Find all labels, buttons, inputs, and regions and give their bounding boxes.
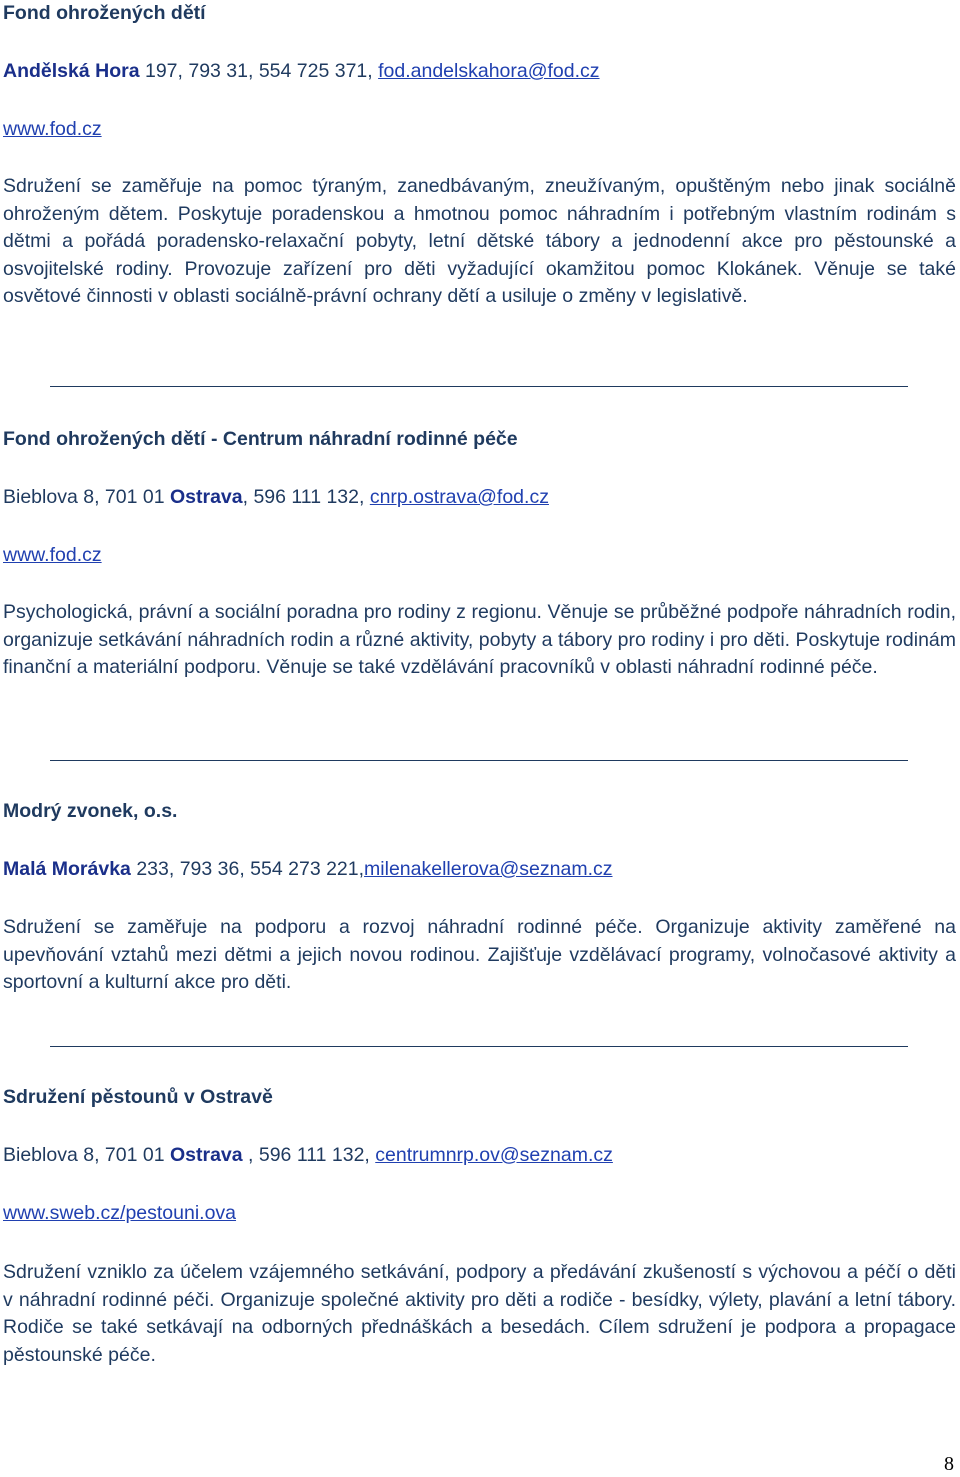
section-4-description: Sdružení vzniklo za účelem vzájemného setkávání, podpory a předávání zkušeností s výchovou a péčí o děti v náhradní rodinné péči. Organizuje společné aktivity pro děti a rodiče - besídky, výlety, plavání a letní tábory. Rodiče se také setkávají na odborných přednáškách a besedách. Cílem sdružení je podpora a propagace pěstounské péče. <box>3 1261 956 1366</box>
section-2-web-link[interactable]: www.fod.cz <box>3 544 102 566</box>
section-3-contact <box>3 858 613 881</box>
section-4-web-link[interactable]: www.sweb.cz/pestouni.ova <box>3 1202 237 1224</box>
page-number: 8 <box>944 1453 954 1475</box>
divider-3 <box>50 1046 908 1047</box>
section-2-email-link[interactable]: cnrp.ostrava@fod.cz <box>369 486 549 508</box>
section-2-title: Fond ohrožených dětí - Centrum náhradní rodinné péče <box>3 428 518 450</box>
section-4-contact <box>3 1144 613 1167</box>
section-2-street: Bieblova 8, 701 01 <box>3 486 170 508</box>
divider-2 <box>50 760 908 761</box>
section-1-city: Andělská Hora <box>3 60 140 82</box>
section-1-description: Sdružení se zaměřuje na pomoc týraným, zanedbávaným, zneužívaným, opuštěným nebo jinak sociálně ohroženým dětem. Poskytuje poradenskou a hmotnou pomoc náhradním i potřebným vlastním rodinám s dětmi a pořádá poradensko-relaxační pobyty, letní dětské tábory a jednodenní akce pro pěstounské a osvojitelské rodiny. Provozuje zařízení pro děti vyžadující okamžitou pomoc Klokánek. Věnuje se také osvětové činnosti v oblasti sociálně-právní ochrany dětí a usiluje o změny v legislativě. <box>3 175 956 308</box>
section-3-email-link[interactable]: milenakellerova@seznam.cz <box>364 858 613 880</box>
section-3-description: Sdružení se zaměřuje na podporu a rozvoj náhradní rodinné péče. Organizuje aktivity zaměřené na upevňování vztahů mezi dětmi a jejich novou rodinou. Zajišťuje vzdělávací programy, volnočasové aktivity a sportovní a kulturní akce pro děti. <box>3 916 956 994</box>
section-4-title: Sdružení pěstounů v Ostravě <box>3 1086 273 1108</box>
section-2-contact <box>3 486 549 509</box>
section-2-city: Ostrava <box>169 486 243 508</box>
section-2-description: Psychologická, právní a sociální poradna pro rodiny z regionu. Věnuje se průběžné podpoře náhradních rodin, organizuje setkávání náhradních rodin a různé aktivity, pobyty a tábory pro rodiny i pro děti. Poskytuje rodinám finanční a materiální podporu. Věnuje se také vzdělávání pracovníků v oblasti náhradní rodinné péče. <box>3 601 956 679</box>
section-1-title: Fond ohrožených dětí <box>3 2 206 24</box>
section-3-city: Malá Morávka <box>3 858 131 880</box>
section-1-address: 197, 793 31, 554 725 371, <box>139 60 379 82</box>
section-1-email-link[interactable]: fod.andelskahora@fod.cz <box>378 60 600 82</box>
section-3-title: Modrý zvonek, o.s. <box>3 800 178 822</box>
section-2-phone: , 596 111 132, <box>242 486 370 508</box>
section-3-address: 233, 793 36, 554 273 221, <box>130 858 365 880</box>
section-4-city: Ostrava <box>169 1144 243 1166</box>
section-4-email-link[interactable]: centrumnrp.ov@seznam.cz <box>375 1144 613 1166</box>
section-4-phone: , 596 111 132, <box>242 1144 376 1166</box>
divider-1 <box>50 386 908 387</box>
section-1-contact <box>3 60 600 83</box>
section-4-street: Bieblova 8, 701 01 <box>3 1144 170 1166</box>
section-1-web-link[interactable]: www.fod.cz <box>3 118 102 140</box>
